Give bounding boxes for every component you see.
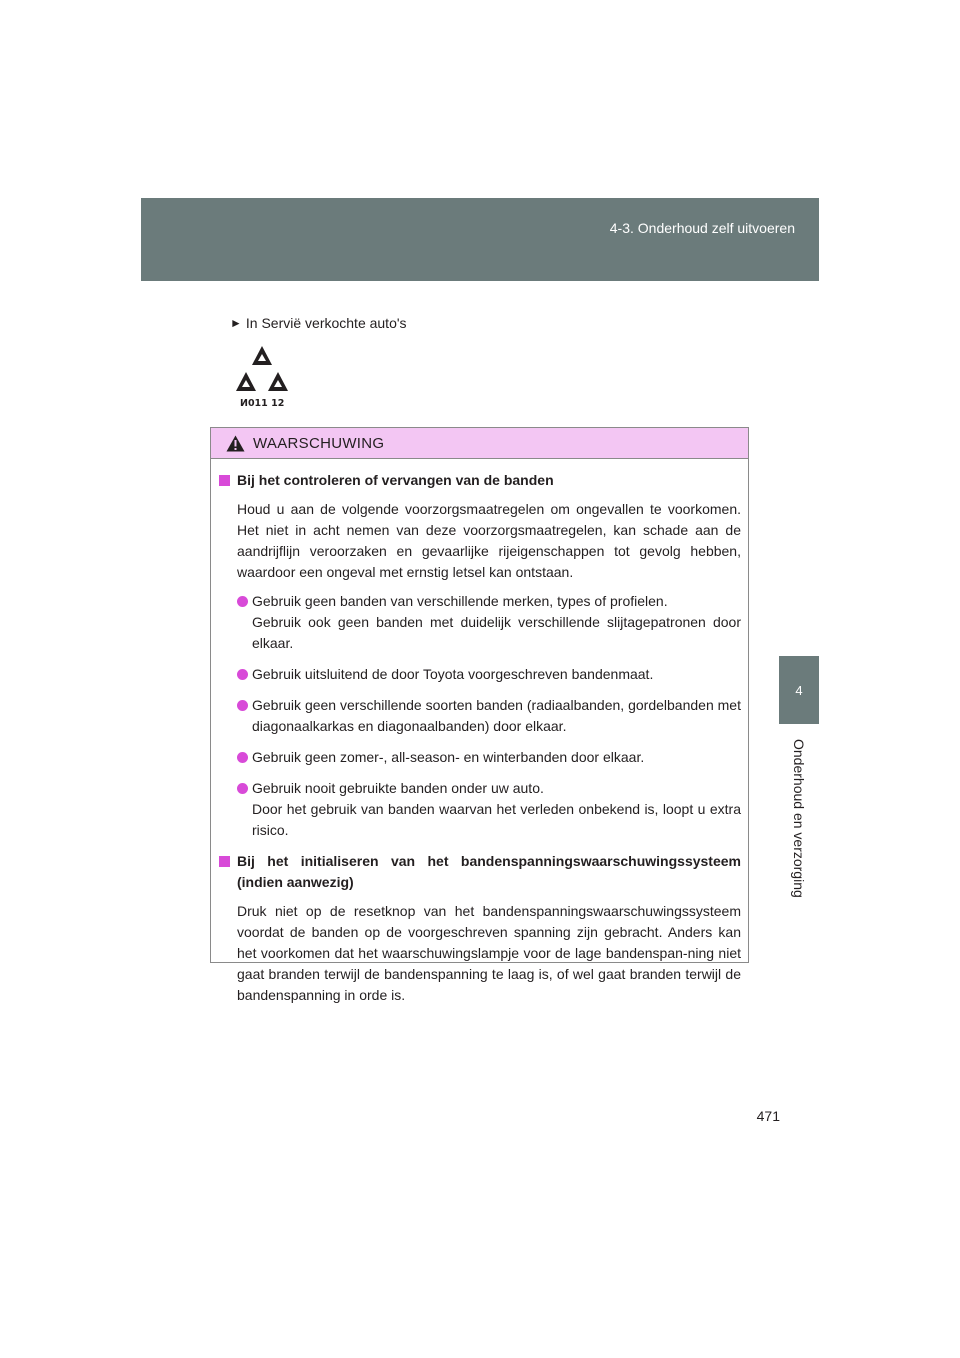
section-bullet xyxy=(230,315,407,331)
warning-paragraph: Houd u aan de volgende voorzorgsmaatregelen om ongevallen te voorkomen. Het niet in acht nemen van deze voorzorgsmaatregelen, kan schade aan de aandrijflijn veroorzaken en gevaarlijke rijeigenschappen tot gevolg hebben, waardoor een ongeval met ernstig letsel kan ontstaan. xyxy=(237,501,741,580)
circle-bullet-icon xyxy=(237,596,248,607)
right-triangle-icon: ► xyxy=(230,316,242,330)
warning-title: WAARSCHUWING xyxy=(253,434,385,452)
triangle-mark-icon xyxy=(232,344,292,408)
warning-header xyxy=(211,428,748,459)
header-band xyxy=(141,198,819,281)
section-bullet-text: In Servië verkochte auto's xyxy=(245,315,407,331)
warning-heading-tires: Bij het controleren of vervangen van de banden xyxy=(219,470,741,491)
warning-icon xyxy=(226,435,245,452)
list-item: Gebruik geen banden van verschillende merken, types of profielen. Gebruik ook geen banden met duidelijk verschillende slijtagepatronen door elkaar. xyxy=(237,591,741,654)
circle-bullet-icon xyxy=(237,700,248,711)
warning-box xyxy=(210,427,749,1003)
warning-paragraph: Druk niet op de resetknop van het bandenspanningswaarschuwingssysteem voordat de banden op de voorgeschreven spanning zijn gebracht. Anders kan het voorkomen dat het waarschuwingslampje voor de lage bandenspan-ning niet gaat branden terwijl de bandenspanning te laag is, of wel gaat branden terwijl de bandenspanning in orde is. xyxy=(237,903,741,1003)
list-item: Gebruik geen zomer-, all-season- en winterbanden door elkaar. xyxy=(237,747,741,768)
warning-body xyxy=(211,459,748,1006)
list-item: Gebruik nooit gebruikte banden onder uw auto. Door het gebruik van banden waarvan het verleden onbekend is, loopt u extra risico. xyxy=(237,778,741,841)
chapter-label xyxy=(779,732,819,904)
precaution-list xyxy=(237,591,741,841)
square-bullet-icon xyxy=(219,475,230,486)
warning-heading-tpws: Bij het initialiseren van het bandenspanningswaarschuwingssysteem (indien aanwezig) xyxy=(219,851,741,893)
circle-bullet-icon xyxy=(237,669,248,680)
list-item: Gebruik geen verschillende soorten banden (radiaalbanden, gordelbanden met diagonaalkarkas en diagonaalbanden) door elkaar. xyxy=(237,695,741,737)
list-item: Gebruik uitsluitend de door Toyota voorgeschreven bandenmaat. xyxy=(237,664,741,685)
mark-code: И011 12 xyxy=(240,398,285,408)
circle-bullet-icon xyxy=(237,783,248,794)
square-bullet-icon xyxy=(219,856,230,867)
section-title: 4-3. Onderhoud zelf uitvoeren xyxy=(609,220,795,236)
tire-mark-figure xyxy=(232,344,292,408)
chapter-tab xyxy=(779,656,819,724)
chapter-label-text: Onderhoud en verzorging xyxy=(791,738,807,898)
page-number: 471 xyxy=(756,1108,780,1124)
circle-bullet-icon xyxy=(237,752,248,763)
chapter-number: 4 xyxy=(795,682,803,698)
